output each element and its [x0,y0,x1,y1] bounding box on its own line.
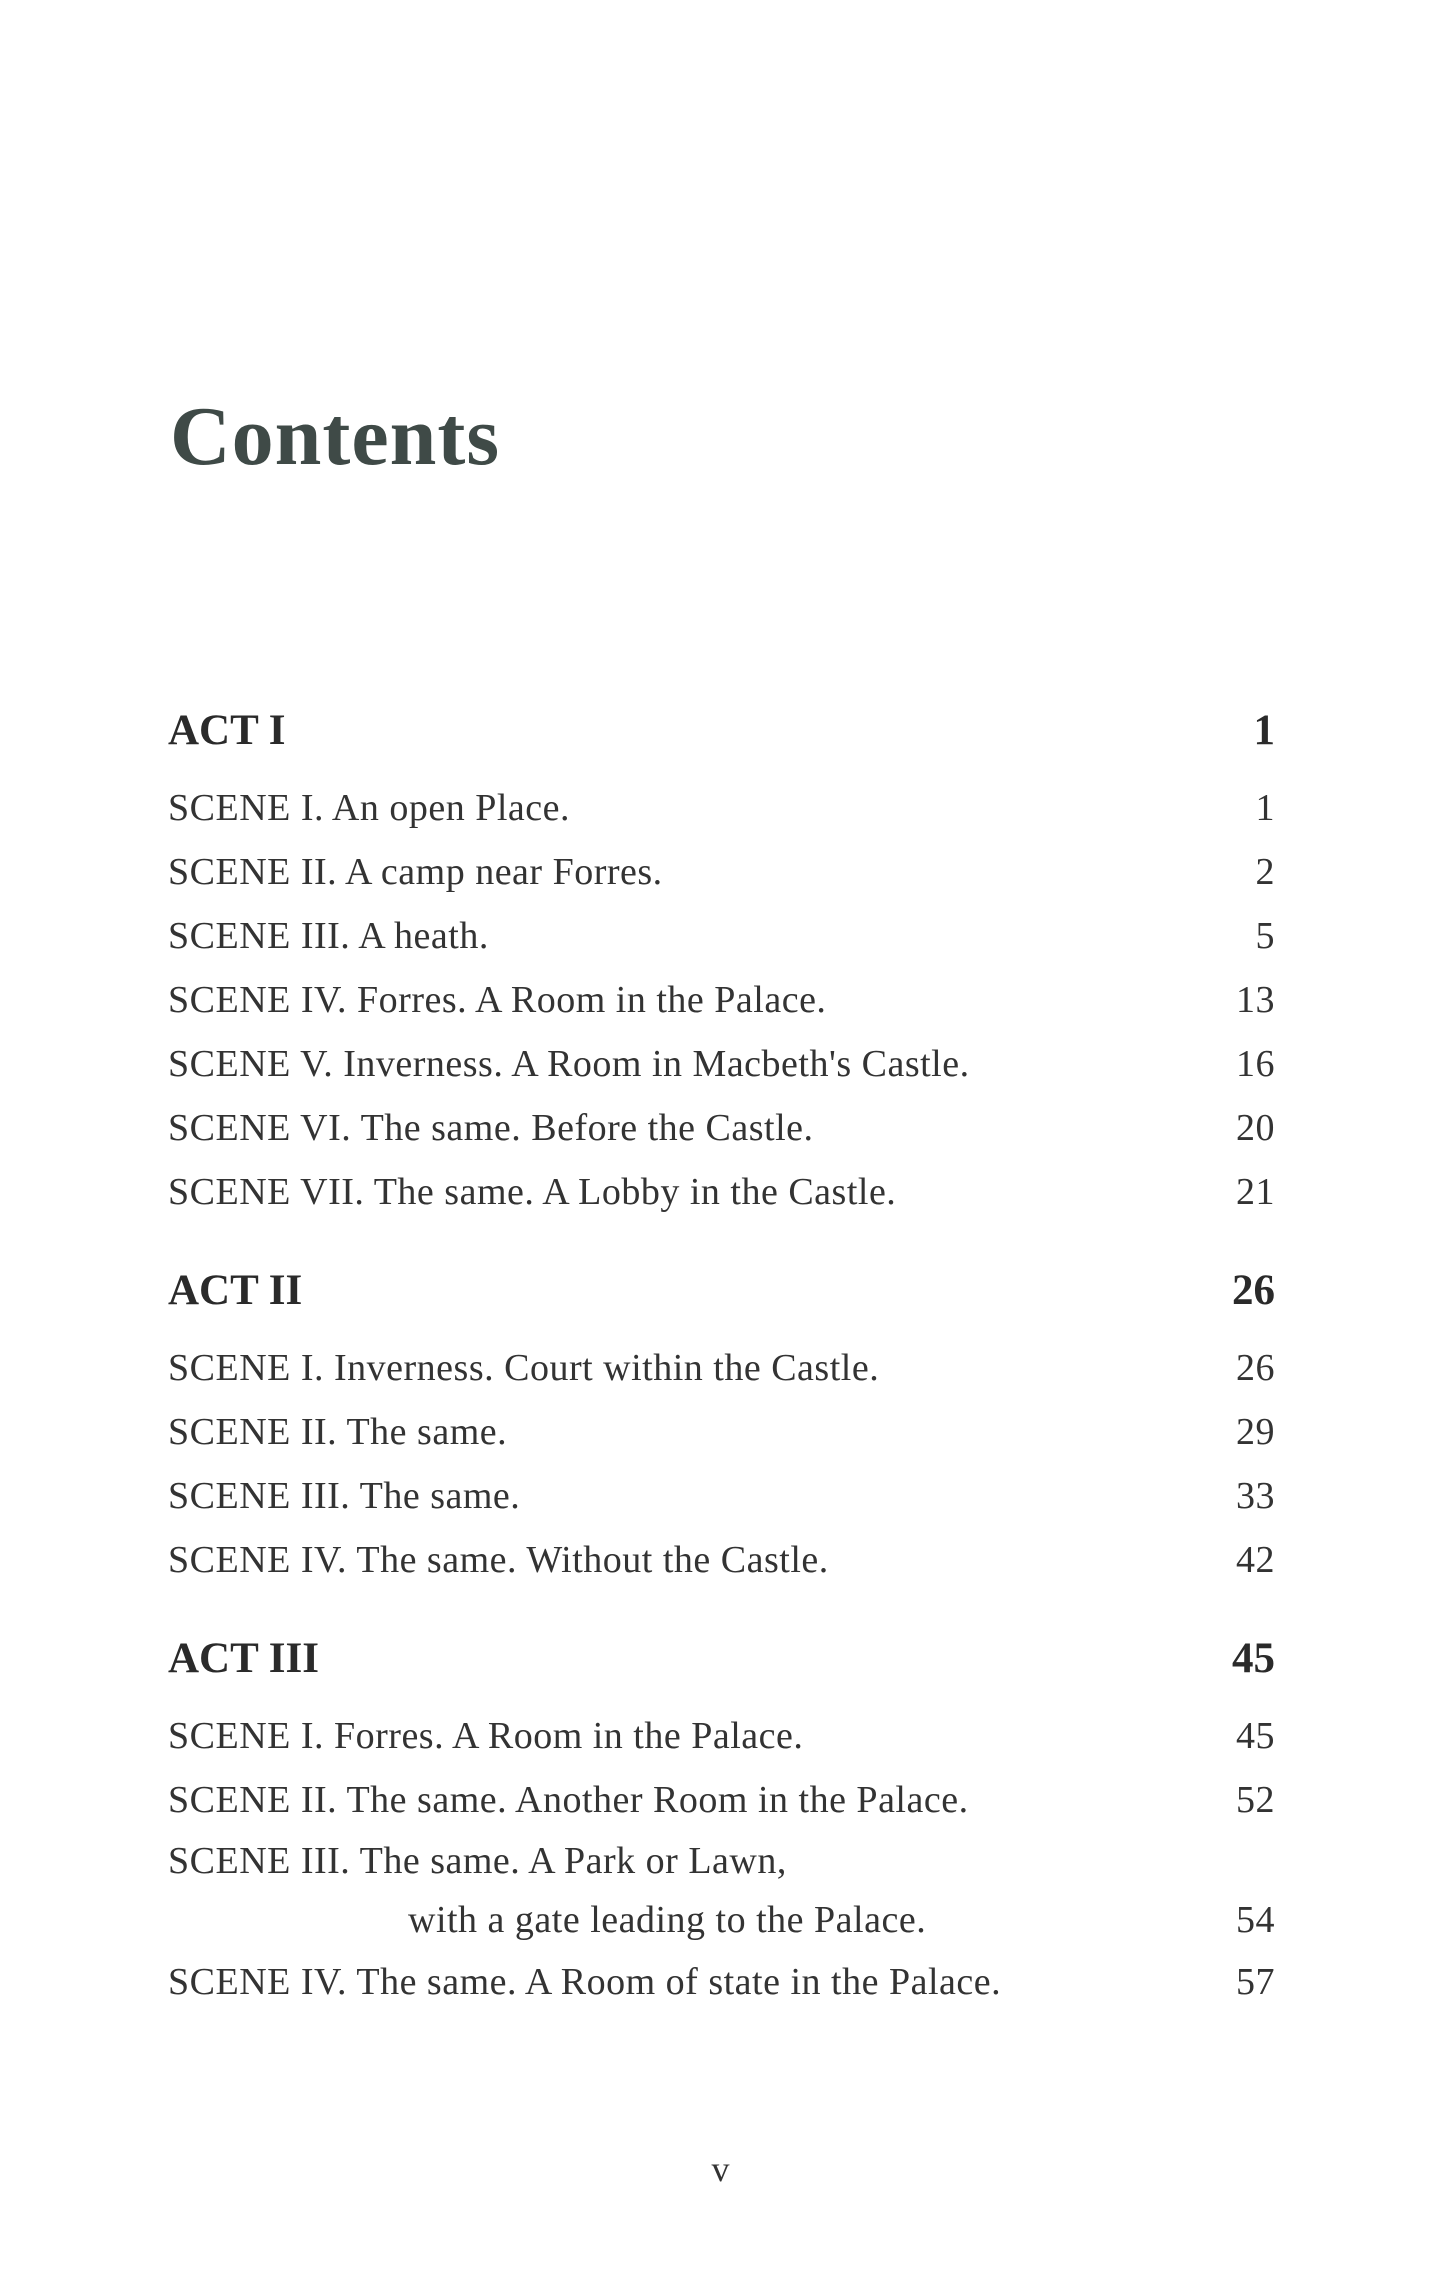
page-title: Contents [170,390,501,483]
toc-entry [168,840,1275,904]
scene-page-number: 57 [1236,1961,1275,2003]
act-heading-row [168,700,1275,762]
scene-page-number: 1 [1255,787,1275,829]
scene-title: SCENE VII. The same. A Lobby in the Castle. [168,1171,897,1213]
scene-page-number: 45 [1236,1715,1275,1757]
scene-title: SCENE IV. The same. A Room of state in the Palace. [168,1961,1002,2003]
scene-page-number: 5 [1255,915,1275,957]
act-label: ACT I [168,707,286,754]
page-folio: v [711,2149,730,2189]
toc-entry [168,1464,1275,1528]
scene-title: SCENE I. An open Place. [168,787,571,829]
scene-title: SCENE IV. Forres. A Room in the Palace. [168,979,827,1021]
scene-page-number: 13 [1236,979,1275,1021]
toc-entry [168,1032,1275,1096]
scene-title: SCENE I. Inverness. Court within the Castle. [168,1347,880,1389]
scene-title-wrap [168,1832,926,1950]
toc-entry [168,1400,1275,1464]
scene-title-continuation: with a gate leading to the Palace. [408,1899,927,1941]
scene-page-number: 2 [1255,851,1275,893]
act-page-number: 45 [1232,1635,1275,1682]
act-label: ACT III [168,1635,319,1682]
scene-page-number: 20 [1236,1107,1275,1149]
toc-entry [168,1704,1275,1768]
act-heading-row [168,1260,1275,1322]
scene-page-number: 16 [1236,1043,1275,1085]
scene-title: SCENE II. The same. [168,1411,508,1453]
toc-entry [168,904,1275,968]
scene-title: SCENE III. The same. [168,1475,521,1517]
scene-page-number: 21 [1236,1171,1275,1213]
toc-entry [168,1832,1275,1950]
act-page-number: 1 [1253,707,1275,754]
act-block-1 [168,700,1275,1224]
scene-title: SCENE III. A heath. [168,915,489,957]
scene-title: SCENE II. The same. Another Room in the Palace. [168,1779,969,1821]
scene-title: SCENE VI. The same. Before the Castle. [168,1107,814,1149]
scene-page-number: 52 [1236,1779,1275,1821]
scene-page-number: 33 [1236,1475,1275,1517]
toc-entry [168,776,1275,840]
toc-entry [168,1336,1275,1400]
toc-entry [168,1528,1275,1592]
scene-title: SCENE III. The same. A Park or Lawn, [168,1840,787,1882]
toc-entry [168,1768,1275,1832]
scene-title: SCENE I. Forres. A Room in the Palace. [168,1715,804,1757]
act-label: ACT II [168,1267,303,1314]
scene-page-number: 54 [1236,1899,1275,1941]
act-block-2 [168,1260,1275,1592]
act-block-3 [168,1628,1275,2014]
toc-entry [168,968,1275,1032]
scene-title: SCENE II. A camp near Forres. [168,851,663,893]
act-page-number: 26 [1232,1267,1275,1314]
toc-entry [168,1160,1275,1224]
scene-page-number: 26 [1236,1347,1275,1389]
toc-entry [168,1096,1275,1160]
table-of-contents [168,700,1275,2014]
scene-page-number: 29 [1236,1411,1275,1453]
scene-page-number: 42 [1236,1539,1275,1581]
act-heading-row [168,1628,1275,1690]
scene-title: SCENE V. Inverness. A Room in Macbeth's Castle. [168,1043,970,1085]
scene-title: SCENE IV. The same. Without the Castle. [168,1539,829,1581]
toc-entry [168,1950,1275,2014]
